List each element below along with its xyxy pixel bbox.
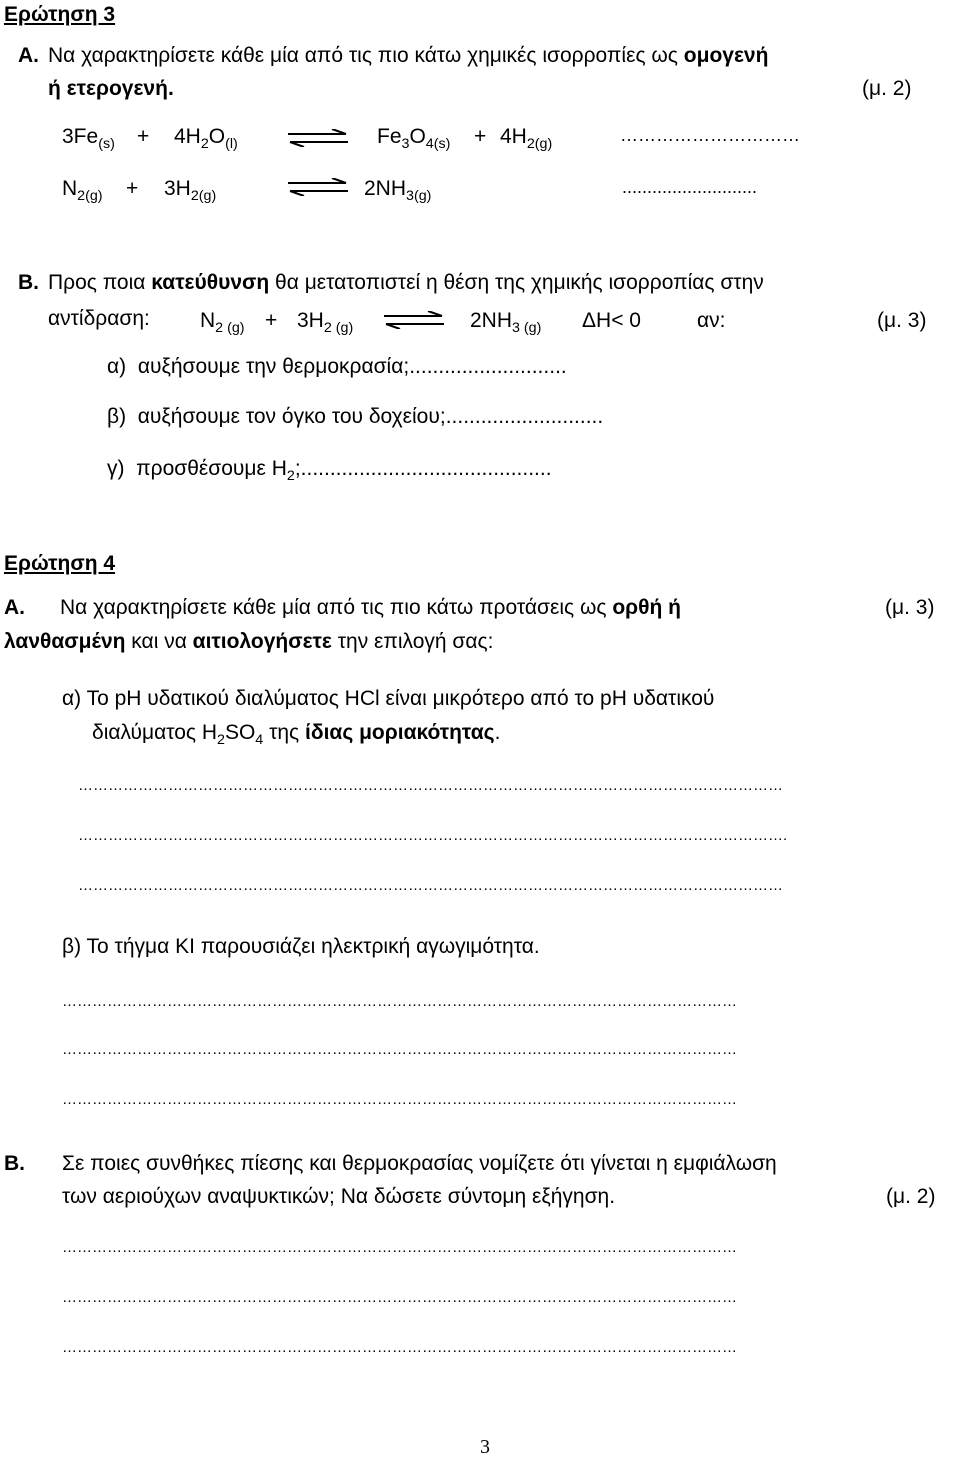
q4-part-b-line1: Σε ποιες συνθήκες πίεσης και θερμοκρασίας νομίζετε ότι γίνεται η εμφιάλωση	[62, 1152, 777, 1175]
equation-1-reactant-water: $4H_2O_{(l)}$	[174, 125, 238, 152]
equation-2-plus: +	[126, 177, 139, 200]
q3-b-item-b: β) αυξήσουμε τον όγκο του δοχείου;...........................	[107, 405, 604, 428]
q4-a-answer-line-3[interactable]: ……………………………………………………………………………………………………………………………	[78, 878, 783, 893]
q3-b-marks: (μ. 3)	[877, 309, 927, 332]
equation-2-reactant-n2: $N_{2(g)}$	[62, 177, 103, 204]
q3-part-a-marks: (μ. 2)	[862, 77, 912, 100]
q3-b-reactant-h2: $3H_{2 (g)}$	[297, 309, 354, 336]
q4-a-statement-line2: διαλύματος $H_2SO_4$ της ίδιας μοριακότητας.	[92, 721, 501, 748]
q4-a-statement-line1: α) Το pH υδατικού διαλύματος HCl είναι μικρότερο από το pH υδατικού	[62, 687, 715, 710]
q3-b-reactant-n2: $N_{2 (g)}$	[200, 309, 245, 336]
q4-b-answer-line-3[interactable]: ………………………………………………………………………………………………………………………	[62, 1092, 737, 1107]
equilibrium-arrow-icon	[288, 178, 348, 196]
q3-part-b-line2: αντίδραση:	[48, 307, 150, 330]
equilibrium-arrow-icon	[384, 311, 444, 329]
q4-part-b-answer-line-2[interactable]: ………………………………………………………………………………………………………………………	[62, 1290, 737, 1305]
q3-b-item-c: γ) προσθέσουμε $H_2$;...........................................	[107, 457, 552, 484]
q4-part-b-label: Β.	[4, 1152, 25, 1175]
q3-part-b-line1: Προς ποια κατεύθυνση θα μετατοπιστεί η θέση της χημικής ισορροπίας στην	[48, 271, 764, 294]
q4-part-b-answer-line-1[interactable]: ………………………………………………………………………………………………………………………	[62, 1240, 737, 1255]
q4-b-answer-line-2[interactable]: ………………………………………………………………………………………………………………………	[62, 1042, 737, 1057]
q4-part-a-marks: (μ. 3)	[885, 596, 935, 619]
q3-b-item-a: α) αυξήσουμε την θερμοκρασία;...........................	[107, 355, 567, 378]
q3-b-enthalpy: ΔΗ< 0	[582, 309, 641, 332]
equilibrium-arrow-icon	[288, 129, 348, 147]
q3-part-a-line1: Να χαρακτηρίσετε κάθε μία από τις πιο κάτω χημικές ισορροπίες ως ομογενή	[48, 44, 769, 67]
q4-b-statement: β) Το τήγμα KI παρουσιάζει ηλεκτρική αγωγιμότητα.	[62, 935, 540, 958]
equation-2-reactant-h2: $3H_{2(g)}$	[164, 177, 217, 204]
q4-part-a-label: Α.	[4, 596, 25, 619]
q4-part-b-marks: (μ. 2)	[886, 1185, 936, 1208]
q3-part-b-label: Β.	[18, 271, 39, 294]
equation-1-answer-blank[interactable]: …………………………	[620, 125, 800, 145]
equation-1-reactant-fe: $3Fe_{(s)}$	[62, 125, 115, 152]
q4-part-b-line2: των αεριούχων αναψυκτικών; Να δώσετε σύντομη εξήγηση.	[62, 1185, 616, 1208]
page-number: 3	[480, 1436, 490, 1458]
question-4-title: Ερώτηση 4	[4, 552, 116, 575]
equation-2-answer-blank[interactable]: ...........................	[622, 177, 758, 197]
q4-part-a-line1: Να χαρακτηρίσετε κάθε μία από τις πιο κάτω προτάσεις ως ορθή ή	[60, 596, 681, 619]
equation-1-product-fe3o4: $Fe_3O_{4(s)}$	[377, 125, 451, 152]
q3-b-product-nh3: $2NH_{3 (g)}$	[470, 309, 542, 336]
equation-2-product-nh3: $2NH_{3(g)}$	[364, 177, 432, 204]
question-3-title: Ερώτηση 3	[4, 3, 116, 26]
q4-part-a-line2: λανθασμένη και να αιτιολογήσετε την επιλογή σας:	[4, 630, 494, 653]
q3-b-if-label: αν:	[697, 309, 726, 332]
q4-part-b-answer-line-3[interactable]: ………………………………………………………………………………………………………………………	[62, 1340, 737, 1355]
q4-b-answer-line-1[interactable]: ………………………………………………………………………………………………………………………	[62, 994, 737, 1009]
q3-part-a-label: Α.	[18, 44, 39, 67]
q3-b-plus: +	[265, 309, 278, 332]
q4-a-answer-line-1[interactable]: ……………………………………………………………………………………………………………………………	[78, 778, 783, 793]
equation-1-plus-2: +	[474, 125, 487, 148]
q4-a-answer-line-2[interactable]: …………………………………………………………………………………………………………………………….	[78, 828, 788, 843]
equation-1-product-h2: $4H_{2(g)}$	[500, 125, 553, 152]
q3-part-a-line2: ή ετερογενή.	[48, 77, 174, 100]
equation-1-plus: +	[137, 125, 150, 148]
